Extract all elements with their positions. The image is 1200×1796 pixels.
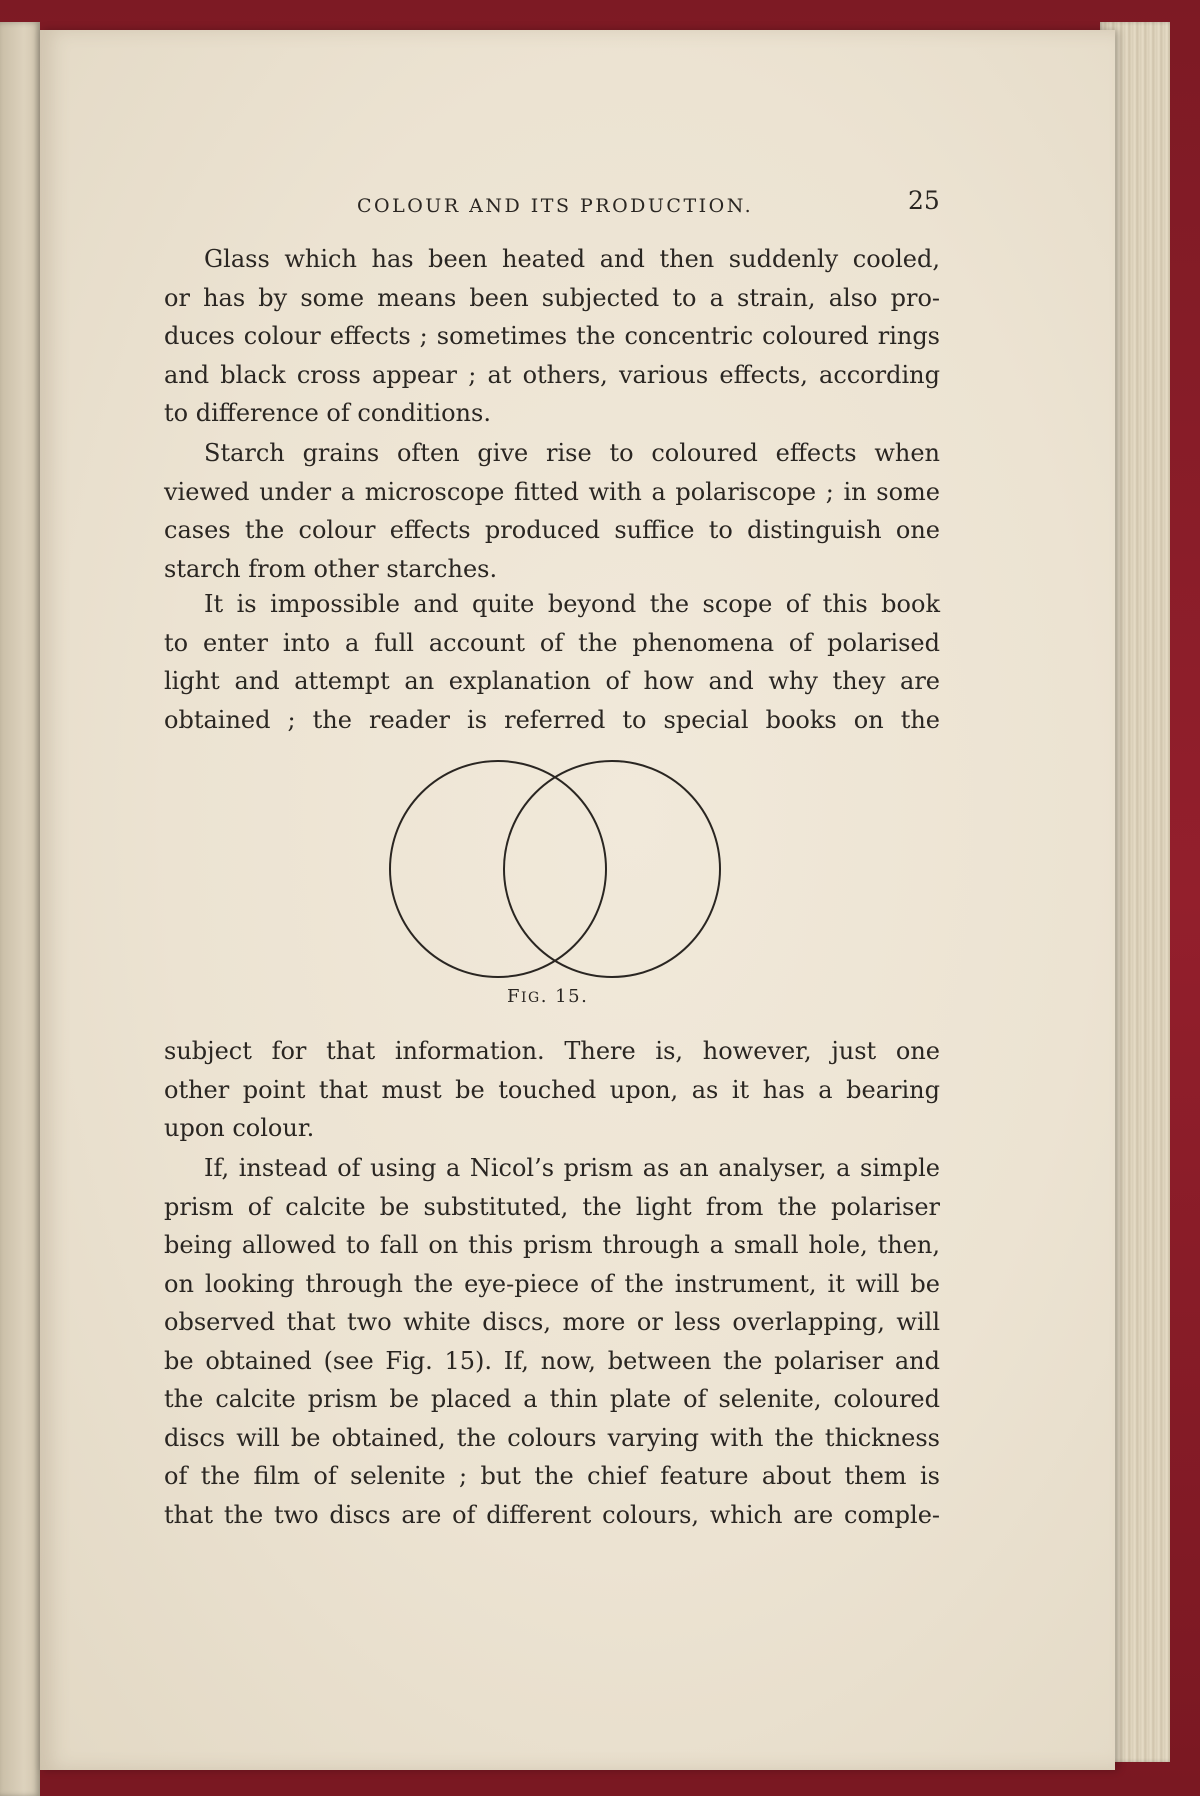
text-line: observed that two white discs, more or less overlapping, will (164, 1308, 940, 1336)
paragraph (164, 1032, 940, 1148)
text-line: starch from other starches. (164, 554, 498, 583)
caption-prefix: F (507, 986, 521, 1007)
caption-smallcaps: IG (521, 990, 541, 1006)
text-line: prism of calcite be substituted, the light from the polariser (164, 1192, 940, 1221)
figure-caption (507, 986, 588, 1007)
disc-left (390, 761, 606, 977)
text-line: light and attempt an explanation of how and why they are (164, 667, 940, 695)
text-line: on looking through the eye-piece of the instrument, it will be (164, 1269, 940, 1298)
paragraph (164, 434, 940, 588)
text-line: discs will be obtained, the colours varying with the thickness (164, 1423, 940, 1452)
text-line: that the two discs are of different colours, which are comple- (164, 1500, 940, 1529)
text-line: Starch grains often give rise to coloured effects when (204, 439, 940, 467)
figure-overlapping-discs (385, 752, 725, 992)
text-line: the calcite prism be placed a thin plate of selenite, coloured (164, 1385, 940, 1413)
text-line: upon colour. (164, 1114, 315, 1142)
text-line: to enter into a full account of the phenomena of polarised (164, 628, 940, 657)
running-head: COLOUR AND ITS PRODUCTION. (357, 195, 754, 217)
text-line: viewed under a microscope fitted with a polariscope ; in some (164, 477, 940, 506)
text-line: duces colour effects ; sometimes the concentric coloured rings (164, 322, 940, 350)
text-line: and black cross appear ; at others, various effects, according (164, 360, 940, 389)
text-line: be obtained (see Fig. 15). If, now, between the polariser and (164, 1346, 940, 1375)
text-line: other point that must be touched upon, as it has a bearing (164, 1075, 940, 1104)
caption-number: . 15. (540, 986, 589, 1007)
text-line: or has by some means been subjected to a strain, also pro- (164, 283, 940, 312)
facing-page-edge (0, 22, 40, 1796)
text-line: If, instead of using a Nicol’s prism as an analyser, a simple (204, 1154, 940, 1182)
text-line: to difference of conditions. (164, 399, 491, 427)
text-line: obtained ; the reader is referred to special books on the (164, 705, 940, 734)
page-number: 25 (908, 186, 940, 215)
text-line: Glass which has been heated and then suddenly cooled, (204, 245, 940, 273)
text-line: of the film of selenite ; but the chief feature about them is (164, 1462, 940, 1490)
paragraph (164, 585, 940, 739)
paragraph (164, 1149, 940, 1534)
text-line: subject for that information. There is, however, just one (164, 1037, 940, 1065)
paragraph (164, 240, 940, 433)
text-line: cases the colour effects produced suffice to distinguish one (164, 516, 940, 544)
text-line: being allowed to fall on this prism through a small hole, then, (164, 1231, 940, 1259)
text-line: It is impossible and quite beyond the scope of this book (204, 590, 940, 618)
disc-right (504, 761, 720, 977)
